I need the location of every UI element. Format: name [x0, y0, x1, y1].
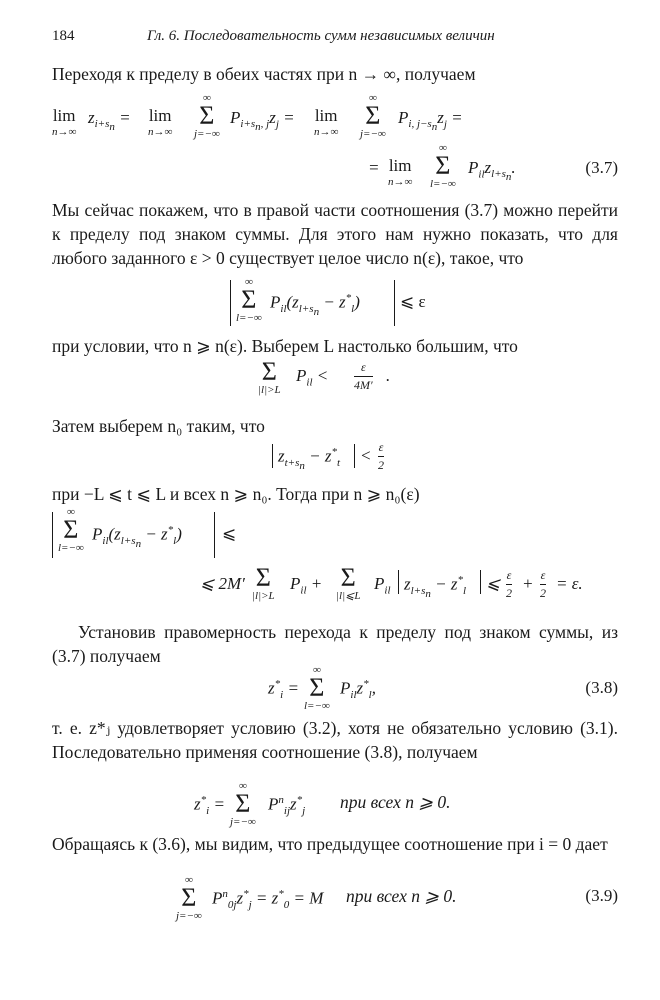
equation-3-7: lim n→∞ $z_{i+s_n}$ = lim n→∞ ∞ Σ j=−∞ $P_{i+s_n, j}z_j$ = lim n→∞ ∞ Σ j=−∞ $P_{i, j-s_n}z_j$ = = lim n→∞ ∞ Σ l=−∞ $P_{il}z_{l+s_n}$. [52, 92, 516, 190]
equation-label-3-9: (3.9) [585, 886, 618, 905]
inequality-convergence: $z_{t+s_n} - z^*_t$ < ε 2 [272, 442, 412, 482]
paragraph-8: Обращаясь к (3.6), мы видим, что предыдущее соотношение при i = 0 дает [52, 834, 608, 854]
condition-all-n: при всех n ⩾ 0. [340, 792, 451, 812]
sum-3: ∞ Σ l=−∞ [430, 142, 456, 190]
running-title: Гл. 6. Последовательность сумм независимых величин [147, 28, 495, 44]
inequality-abs-sum: ∞ Σ l=−∞ $P_{il}(z_{l+s_n} - z^*_l)$ ⩽ ε [230, 278, 470, 338]
sum-2: ∞ Σ j=−∞ [360, 92, 386, 140]
lim-1: lim n→∞ [52, 106, 77, 138]
page-number: 184 [52, 28, 75, 44]
paragraph-1: Переходя к пределу в обеих частях при n → ∞, получаем [52, 64, 476, 84]
equation-3-9: ∞ Σ j=−∞ $P^n_{0j}z^*_j = z^*_0 = M$ при всех n ⩾ 0. [176, 874, 457, 922]
condition-all-n-9: при всех n ⩾ 0. [346, 886, 457, 906]
equation-iterated: $z^*_i$ = ∞ Σ j=−∞ $P^n_{ij}z^*_j$ при всех n ⩾ 0. [194, 780, 451, 828]
estimate-chain: ∞ Σ l=−∞ $P_{il}(z_{l+s_n} - z^*_l)$ ⩽ ⩽ 2M′ Σ |l|>L $P_{il}$ + Σ |l|⩽L $P_{il}$ $z_{l+s_n} - z^*_l$ ⩽ ε 2 + ε 2 = ε. [52, 506, 622, 616]
equation-3-8: $z^*_i$ = ∞ Σ l=−∞ $P_{il}z^*_l$, [268, 664, 376, 712]
paragraph-6: Установив правомерность перехода к пределу под знаком суммы, из (3.7) получаем [52, 622, 618, 666]
sum-1: ∞ Σ j=−∞ [194, 92, 220, 140]
paragraph-5: при −L ⩽ t ⩽ L и всех n ⩾ n₀. Тогда при n ⩾ n₀(ε) [52, 484, 420, 504]
paragraph-7: т. е. z*ⱼ удовлетворяет условию (3.2), хотя не обязательно условию (3.1). Последовательно применяя соотношение (3.8), получаем [52, 718, 618, 762]
paragraph-3: при условии, что n ⩾ n(ε). Выберем L настолько большим, что [52, 336, 518, 356]
equation-label-3-7: (3.7) [585, 158, 618, 177]
lim-4: lim n→∞ [388, 156, 413, 188]
inequality-tail-sum: Σ |l|>L $P_{il}$ < ε 4M′ . [258, 357, 391, 396]
lim-2: lim n→∞ [148, 106, 173, 138]
lim-3: lim n→∞ [314, 106, 339, 138]
paragraph-4: Затем выберем n₀ таким, что [52, 416, 265, 436]
paragraph-2: Мы сейчас покажем, что в правой части соотношения (3.7) можно перейти к пределу под знаком суммы. Для этого нам нужно показать, что для любого заданного ε > 0 существует целое число n(ε), такое, что [52, 200, 618, 268]
equation-label-3-8: (3.8) [585, 678, 618, 697]
